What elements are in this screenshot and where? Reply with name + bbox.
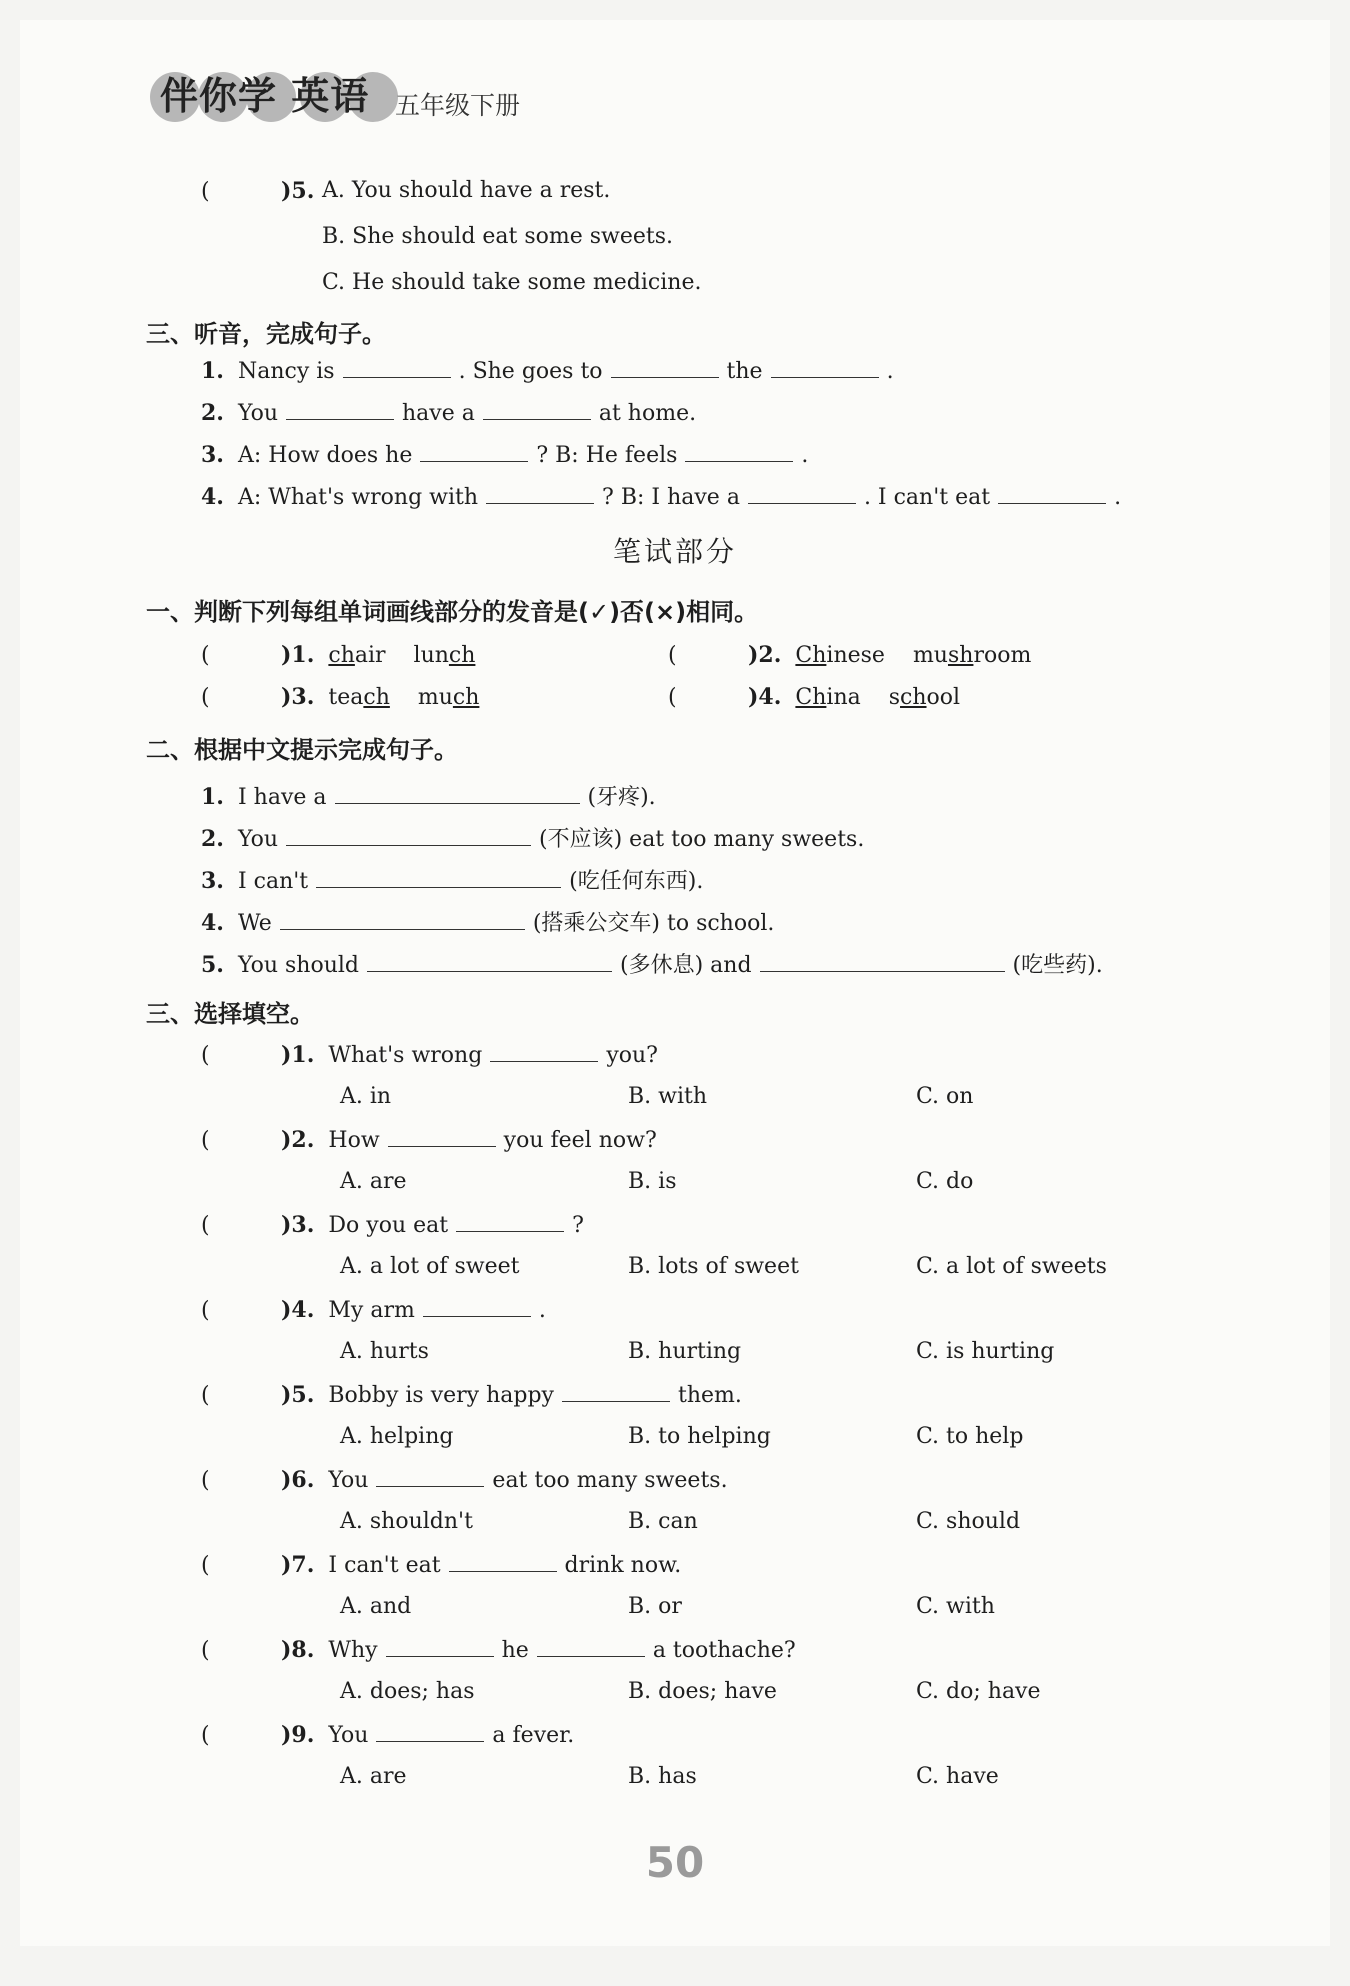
mc-option-c: C. with	[916, 1594, 995, 1619]
mc-option-b: B. lots of sweet	[628, 1254, 799, 1279]
answer-paren[interactable]: (	[201, 1553, 210, 1578]
option-a: A. You should have a rest.	[322, 178, 611, 203]
mc-question-9: ( )9. You a fever.	[201, 1722, 575, 1748]
mc-option-c: C. do	[916, 1169, 974, 1194]
answer-blank[interactable]	[685, 443, 793, 462]
answer-blank[interactable]	[420, 443, 528, 462]
answer-blank[interactable]	[611, 359, 719, 378]
answer-blank[interactable]	[456, 1213, 564, 1232]
answer-blank[interactable]	[286, 827, 531, 846]
mc-option-a: A. does; has	[340, 1679, 475, 1704]
mc-question-4: ( )4. My arm .	[201, 1297, 546, 1323]
mc-option-c: C. is hurting	[916, 1339, 1055, 1364]
answer-blank[interactable]	[748, 485, 856, 504]
answer-blank[interactable]	[760, 953, 1005, 972]
listen-sentence-1: 1. Nancy is . She goes to the .	[201, 358, 894, 384]
answer-blank[interactable]	[486, 485, 594, 504]
answer-blank[interactable]	[423, 1298, 531, 1317]
answer-blank[interactable]	[335, 785, 580, 804]
answer-blank[interactable]	[998, 485, 1106, 504]
mc-option-b: B. does; have	[628, 1679, 777, 1704]
mc-question-2: ( )2. How you feel now?	[201, 1127, 657, 1153]
pronunciation-item-3: ( )3. teach much	[201, 684, 480, 710]
section-title-multiple-choice: 三、选择填空。	[146, 1000, 314, 1028]
answer-paren[interactable]: (	[201, 1043, 210, 1068]
answer-paren[interactable]: (	[201, 1128, 210, 1153]
prompt-sentence-2: 2. You (不应该) eat too many sweets.	[201, 826, 865, 852]
mc-question-8: ( )8. Why he a toothache?	[201, 1637, 796, 1663]
section-title-pronunciation: 一、判断下列每组单词画线部分的发音是(✓)否(×)相同。	[146, 598, 759, 626]
prompt-sentence-3: 3. I can't (吃任何东西).	[201, 868, 704, 894]
section-title-listen-complete: 三、听音，完成句子。	[146, 320, 386, 348]
prompt-sentence-1: 1. I have a (牙疼).	[201, 784, 656, 810]
mc-option-a: A. hurts	[340, 1339, 429, 1364]
answer-blank[interactable]	[343, 359, 451, 378]
prompt-sentence-4: 4. We (搭乘公交车) to school.	[201, 910, 775, 936]
answer-paren[interactable]: (	[201, 1638, 210, 1663]
answer-blank[interactable]	[771, 359, 879, 378]
answer-blank[interactable]	[316, 869, 561, 888]
mc-option-c: C. should	[916, 1509, 1021, 1534]
page-number: 50	[645, 1838, 705, 1887]
pronunciation-item-1: ( )1. chair lunch	[201, 642, 476, 668]
section-title-chinese-prompts: 二、根据中文提示完成句子。	[146, 736, 458, 764]
answer-paren[interactable]: (	[201, 1383, 210, 1408]
mc-option-c: C. on	[916, 1084, 974, 1109]
answer-blank[interactable]	[449, 1553, 557, 1572]
mc-question-7: ( )7. I can't eat drink now.	[201, 1552, 682, 1578]
answer-paren[interactable]: (	[201, 1213, 210, 1238]
answer-blank[interactable]	[483, 401, 591, 420]
mc-option-c: C. do; have	[916, 1679, 1041, 1704]
mc-option-a: A. helping	[340, 1424, 454, 1449]
answer-paren[interactable]: (	[201, 1723, 210, 1748]
workbook-page	[20, 20, 1330, 1946]
mc-option-a: A. and	[340, 1594, 412, 1619]
mc-question-6: ( )6. You eat too many sweets.	[201, 1467, 728, 1493]
answer-blank[interactable]	[490, 1043, 598, 1062]
mc-option-b: B. is	[628, 1169, 677, 1194]
mc-option-b: B. with	[628, 1084, 708, 1109]
mc-question-5: ( )5. Bobby is very happy them.	[201, 1382, 742, 1408]
answer-blank[interactable]	[376, 1468, 484, 1487]
mc-option-b: B. has	[628, 1764, 697, 1789]
mc-option-a: A. shouldn't	[340, 1509, 473, 1534]
mc-question-1: ( )1. What's wrong you?	[201, 1042, 658, 1068]
book-logo	[150, 62, 379, 122]
listen-sentence-3: 3. A: How does he ? B: He feels .	[201, 442, 809, 468]
mc-option-a: A. a lot of sweet	[340, 1254, 520, 1279]
listen-question-5: ( )5.	[201, 178, 315, 204]
mc-option-b: B. or	[628, 1594, 682, 1619]
mc-option-b: B. hurting	[628, 1339, 742, 1364]
mc-question-3: ( )3. Do you eat ?	[201, 1212, 584, 1238]
pronunciation-item-2: ( )2. Chinese mushroom	[668, 642, 1032, 668]
answer-blank[interactable]	[286, 401, 394, 420]
prompt-sentence-5: 5. You should (多休息) and (吃些药).	[201, 952, 1103, 978]
mc-option-c: C. to help	[916, 1424, 1024, 1449]
answer-blank[interactable]	[388, 1128, 496, 1147]
mc-option-c: C. a lot of sweets	[916, 1254, 1107, 1279]
mc-option-c: C. have	[916, 1764, 999, 1789]
answer-blank[interactable]	[280, 911, 525, 930]
answer-blank[interactable]	[376, 1723, 484, 1742]
mc-option-a: A. in	[340, 1084, 392, 1109]
answer-blank[interactable]	[386, 1638, 494, 1657]
mc-option-a: A. are	[340, 1764, 407, 1789]
answer-blank[interactable]	[537, 1638, 645, 1657]
option-b: B. She should eat some sweets.	[322, 224, 674, 249]
option-c: C. He should take some medicine.	[322, 270, 702, 295]
written-part-title: 笔试部分	[612, 535, 737, 568]
mc-option-a: A. are	[340, 1169, 407, 1194]
answer-blank[interactable]	[367, 953, 612, 972]
pronunciation-item-4: ( )4. China school	[668, 684, 961, 710]
grade-subtitle: 五年级下册	[395, 91, 521, 120]
listen-sentence-4: 4. A: What's wrong with ? B: I have a . I can't eat .	[201, 484, 1122, 510]
logo-text: 伴你学 英语	[160, 73, 370, 118]
mc-option-b: B. to helping	[628, 1424, 771, 1449]
listen-sentence-2: 2. You have a at home.	[201, 400, 697, 426]
answer-paren[interactable]: (	[201, 1468, 210, 1493]
answer-blank[interactable]	[562, 1383, 670, 1402]
mc-option-b: B. can	[628, 1509, 698, 1534]
answer-paren[interactable]: (	[201, 1298, 210, 1323]
